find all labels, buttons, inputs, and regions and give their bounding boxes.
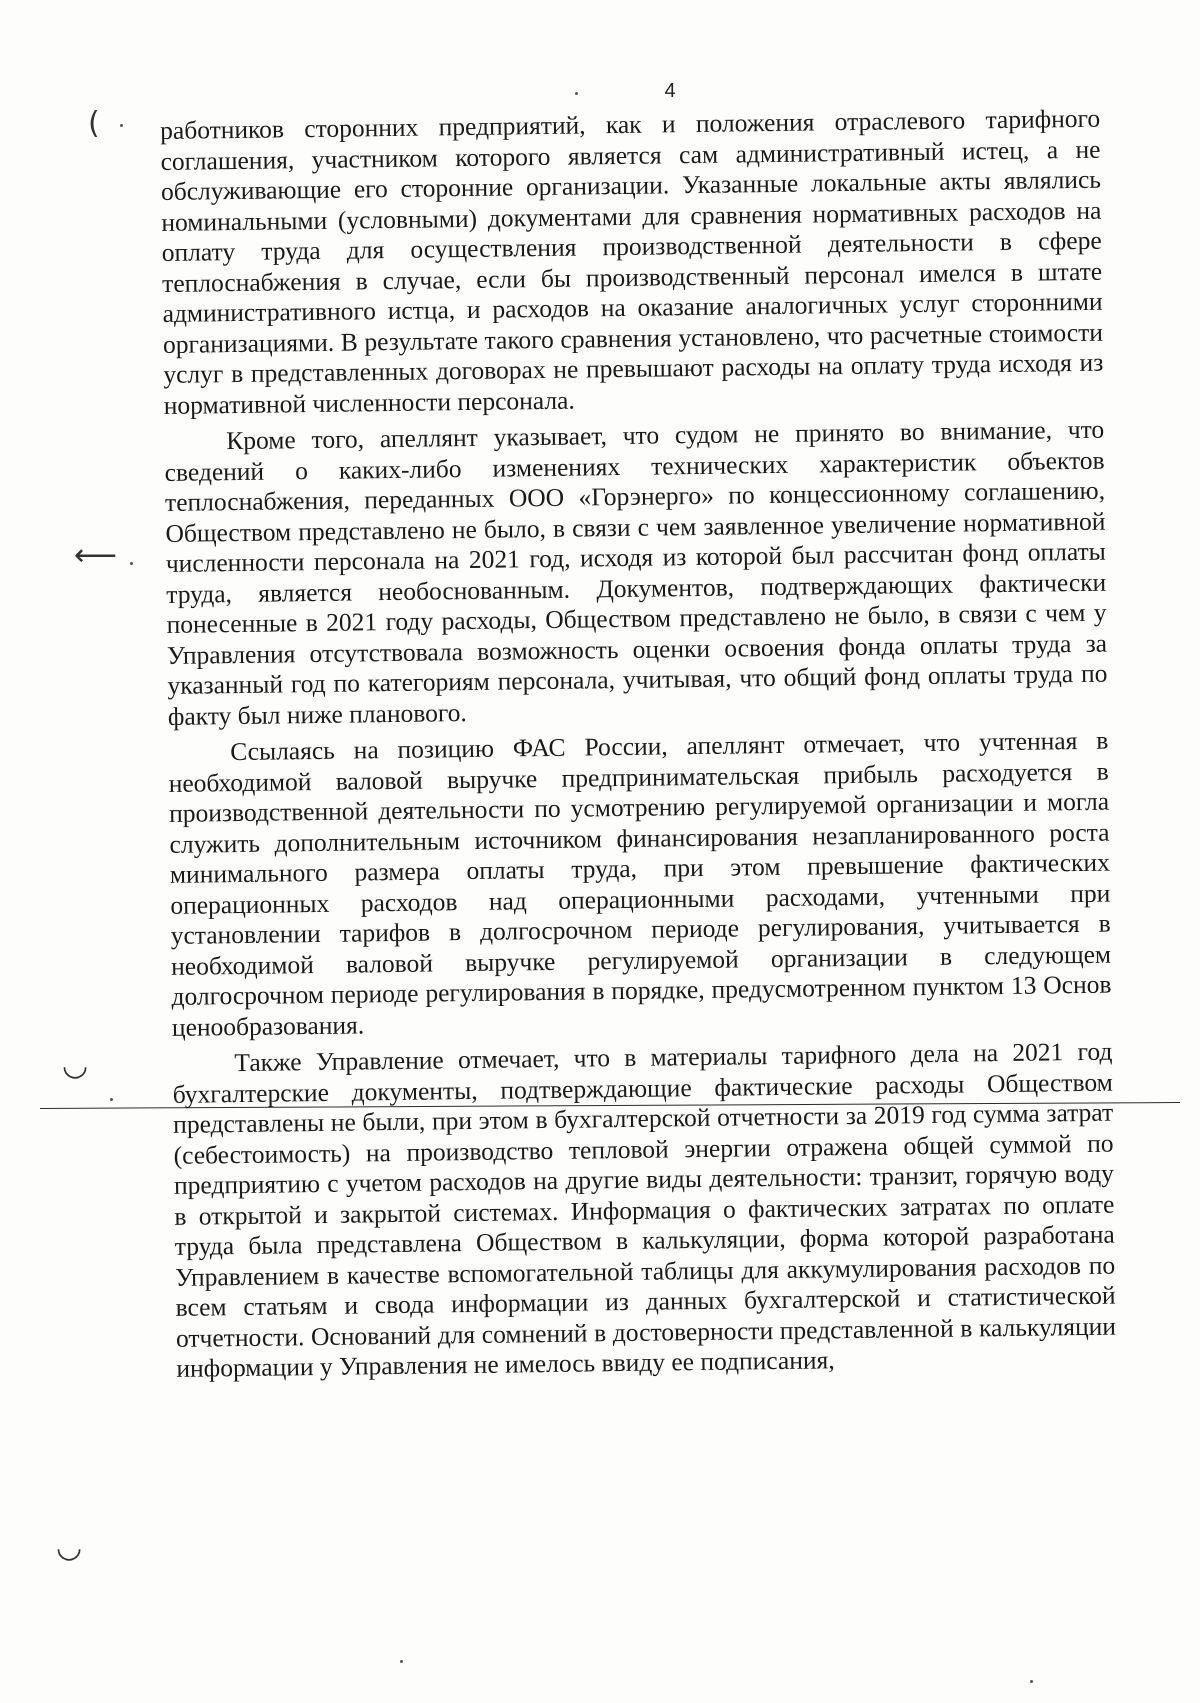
margin-pen-mark-icon: ◡ <box>56 1530 83 1565</box>
document-body <box>160 104 1117 1391</box>
margin-pen-mark-icon: ⟵ <box>74 538 118 573</box>
page-number: 4 <box>664 80 676 102</box>
scan-speck <box>1030 1680 1033 1683</box>
margin-pen-mark-icon: ( <box>88 106 100 141</box>
scan-speck <box>575 92 578 95</box>
scan-speck <box>400 1660 403 1663</box>
paragraph-4: Также Управление отмечает, что в материалы тарифного дела на 2021 год бухгалтерские документы, подтверждающие фактические расходы Обществом представлены не были, при этом в бухгалтерской отчетности за 2019 год сумма затрат (себестоимость) на производство тепловой энергии отражена общей суммой по предприятию с учетом расходов на другие виды деятельности: транзит, горячую воду в открытой и закрытой системах. Информация о фактических затратах по оплате труда была представлена Обществом в калькуляции, форма которой разработана Управлением в качестве вспомогательной таблицы для аккумулирования расходов по всем статьям и свода информации из данных бухгалтерской и статистической отчетности. Оснований для сомнений в достоверности представленной в калькуляции информации у Управления не имелось ввиду ее подписания, <box>172 1036 1117 1383</box>
scan-speck <box>110 1098 113 1101</box>
scan-speck <box>130 562 133 565</box>
paragraph-3: Ссылаясь на позицию ФАС России, апеллянт отмечает, что учтенная в необходимой валовой выручке предпринимательская прибыль расходуется в производственной деятельности по усмотрению регулируемой организации и могла служить дополнительным источником финансирования незапланированного роста минимального размера оплаты труда, при этом превышение фактических операционных расходов над операционными расходами, учтенными при установлении тарифов в долгосрочном периоде регулирования, учитывается в необходимой валовой выручке регулируемой организации в следующем долгосрочном периоде регулирования в порядке, предусмотренном пунктом 13 Основ ценообразования. <box>168 725 1112 1042</box>
margin-pen-mark-icon: ◡ <box>62 1048 89 1083</box>
paragraph-2: Кроме того, апеллянт указывает, что судом не принято во внимание, что сведений о каких-либо изменениях технических характеристик объектов теплоснабжения, переданных ООО «Горэнерго» по концессионному соглашению, Обществом представлено не было, в связи с чем заявленное увеличение нормативной численности персонала на 2021 год, исходя из которой был рассчитан фонд оплаты труда, является необоснованным. Документов, подтверждающих фактически понесенные в 2021 году расходы, Обществом представлено не было, в связи с чем у Управления отсутствовала возможность оценки освоения фонда оплаты труда за указанный год по категориям персонала, учитывая, что общий фонд оплаты труда по факту был ниже планового. <box>164 414 1108 731</box>
scan-speck <box>120 124 123 127</box>
paragraph-1: работников сторонних предприятий, как и положения отраслевого тарифного соглашения, участником которого является сам административный истец, а не обслуживающие его сторонние организации. Указанные локальные акты являлись номинальными (условными) документами для сравнения нормативных расходов на оплату труда для осуществления производственной деятельности в сфере теплоснабжения в случае, если бы производственный персонал имелся в штате административного истца, и расходов на оказание аналогичных услуг сторонними организациями. В результате такого сравнения установлено, что расчетные стоимости услуг в представленных договорах не превышают расходы на оплату труда исходя из нормативной численности персонала. <box>160 103 1104 420</box>
